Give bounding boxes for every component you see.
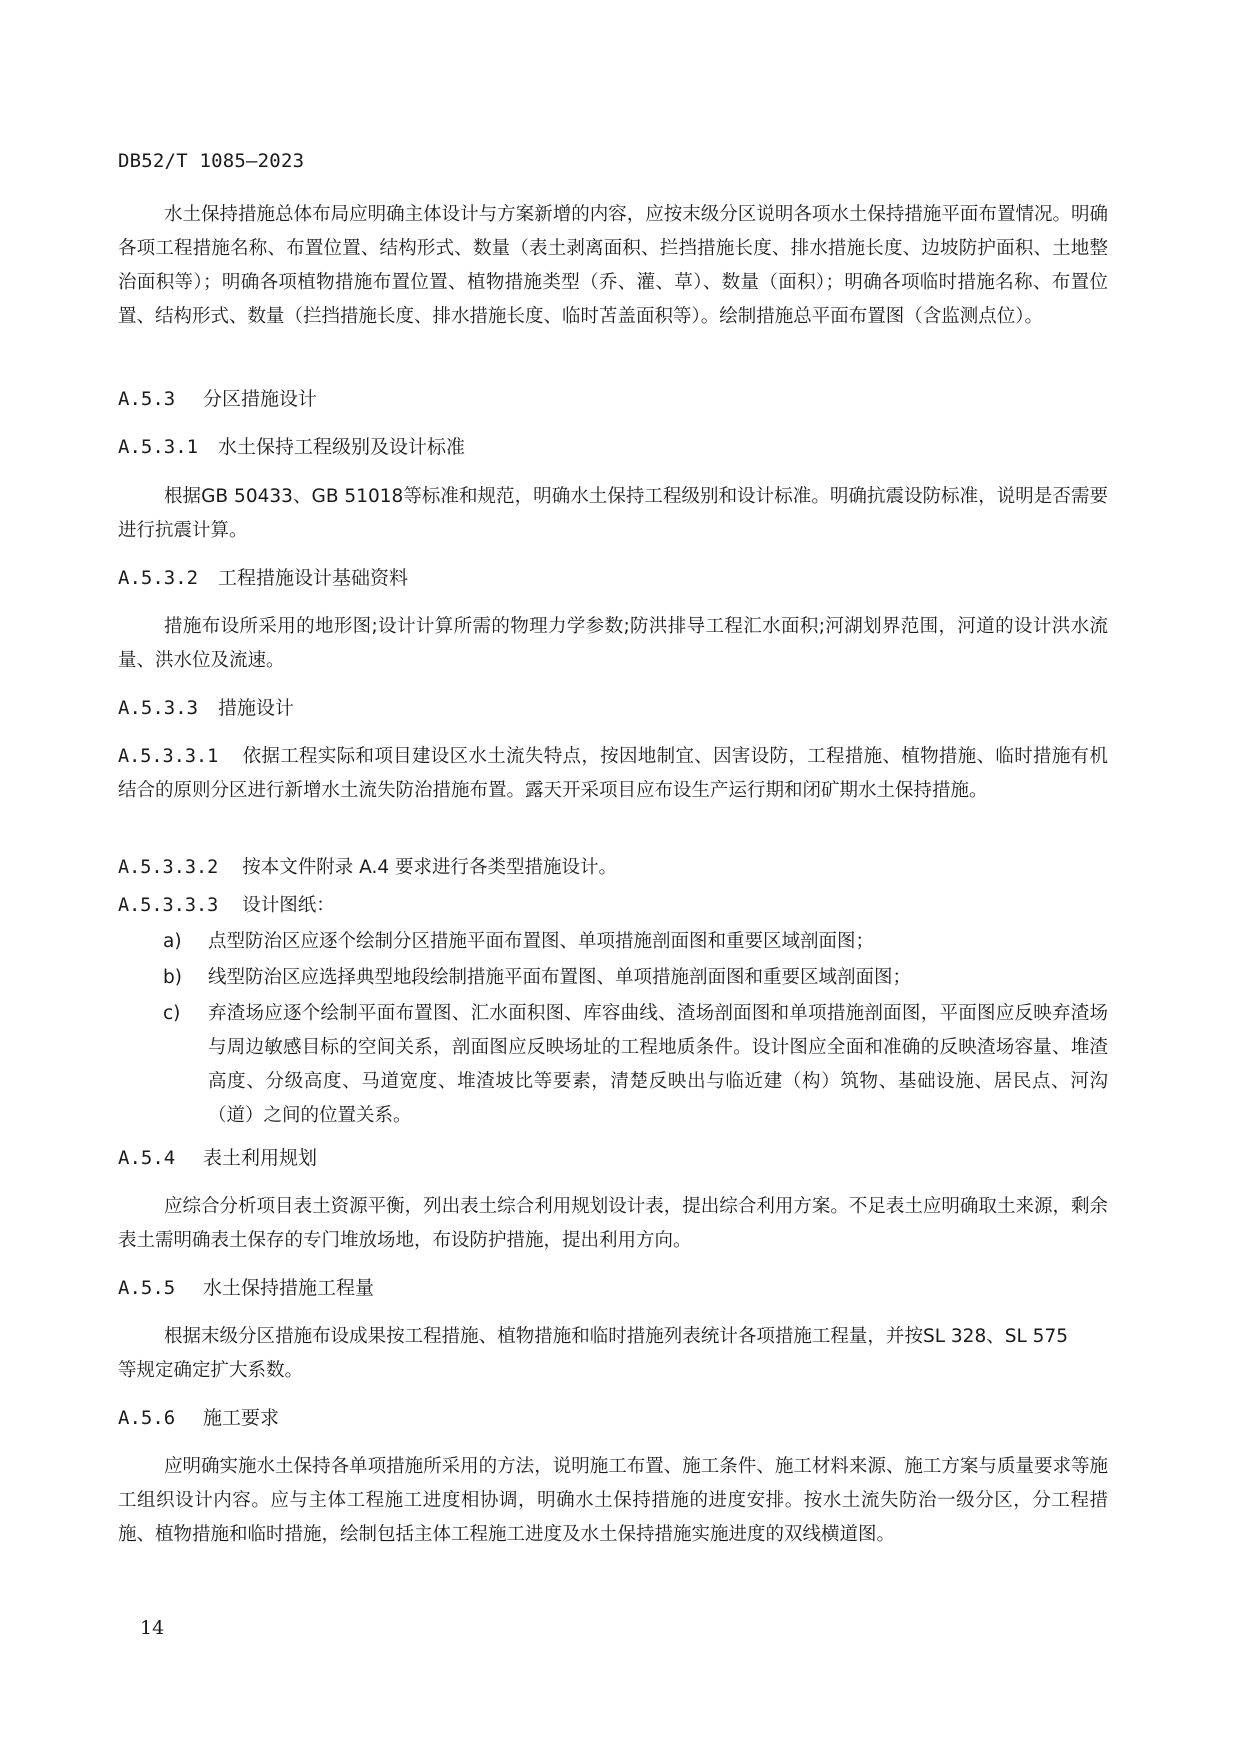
document-code-header: DB52/T 1085—2023 xyxy=(118,150,305,172)
heading-title: 工程措施设计基础资料 xyxy=(218,567,409,589)
heading-title: 水土保持工程级别及设计标准 xyxy=(218,436,466,458)
paragraph-a56: 应明确实施水土保持各单项措施所采用的方法，说明施工布置、施工条件、施工材料来源、施工方案与质量要求等施工组织设计内容。应与主体工程施工进度相协调，明确水土保持措施的进度安排。按水土流失防治一级分区，分工程措施、植物措施和临时措施，绘制包括主体工程施工进度及水土保持措施实施进度的双线横道图。 xyxy=(118,1456,1108,1545)
heading-number: A.5.4 xyxy=(118,1147,176,1169)
clause-number: A.5.3.3.1 xyxy=(118,746,219,767)
clause-text: 依据工程实际和项目建设区水土流失特点，按因地制宜、因害设防，工程措施、植物措施、临时措施有机结合的原则分区进行新增水土流失防治措施布置。露天开采项目应布设生产运行期和闭矿期水土保持措施。 xyxy=(118,746,1108,801)
clause-a5332 xyxy=(118,851,1108,885)
heading-title: 表土利用规划 xyxy=(203,1147,318,1169)
list-marker: a) xyxy=(163,931,182,952)
heading-number: A.5.6 xyxy=(118,1407,176,1429)
paragraph-a532: 措施布设所采用的地形图;设计计算所需的物理力学参数;防洪排导工程汇水面积;河湖划界范围，河道的设计洪水流量、洪水位及流速。 xyxy=(118,616,1108,671)
paragraph-a54: 应综合分析项目表土资源平衡，列出表土综合利用规划设计表，提出综合利用方案。不足表土应明确取土来源，剩余表土需明确表土保存的专门堆放场地，布设防护措施，提出利用方向。 xyxy=(118,1196,1108,1251)
heading-a55 xyxy=(118,1273,374,1303)
heading-number: A.5.5 xyxy=(118,1277,176,1299)
list-item-a xyxy=(163,925,1108,959)
list-marker: c) xyxy=(163,1003,181,1024)
paragraph-a531: 根据GB 50433、GB 51018等标准和规范，明确水土保持工程级别和设计标准。明确抗震设防标准，说明是否需要进行抗震计算。 xyxy=(118,486,1108,541)
clause-text: 设计图纸： xyxy=(242,895,335,916)
list-item-text: 点型防治区应逐个绘制分区措施平面布置图、单项措施剖面图和重要区域剖面图； xyxy=(208,931,875,952)
heading-number: A.5.3.2 xyxy=(118,567,199,589)
list-item-text: 弃渣场应逐个绘制平面布置图、汇水面积图、库容曲线、渣场剖面图和单项措施剖面图，平面图应反映弃渣场与周边敏感目标的空间关系，剖面图应反映场址的工程地质条件。设计图应全面和准确的反映渣场容量、堆渣高度、分级高度、马道宽度、堆渣坡比等要素，清楚反映出与临近建（构）筑物、基础设施、居民点、河沟（道）之间的位置关系。 xyxy=(208,1003,1108,1126)
heading-a56 xyxy=(118,1403,279,1433)
list-item-b xyxy=(163,961,1108,995)
heading-a531 xyxy=(118,432,465,462)
clause-a5331 xyxy=(118,740,1108,808)
clause-number: A.5.3.3.3 xyxy=(118,895,219,916)
heading-a53 xyxy=(118,384,317,414)
heading-title: 施工要求 xyxy=(203,1407,280,1429)
paragraph-a55: 根据末级分区措施布设成果按工程措施、植物措施和临时措施列表统计各项措施工程量，并按SL 328、SL 575等规定确定扩大系数。 xyxy=(118,1326,1068,1381)
heading-title: 分区措施设计 xyxy=(203,388,318,410)
heading-a533 xyxy=(118,693,294,723)
heading-a532 xyxy=(118,563,408,593)
heading-number: A.5.3.1 xyxy=(118,436,199,458)
page-number: 14 xyxy=(140,1617,165,1639)
heading-a54 xyxy=(118,1143,317,1173)
heading-number: A.5.3.3 xyxy=(118,697,199,719)
list-marker: b) xyxy=(163,967,182,988)
list-item-c xyxy=(163,997,1108,1133)
paragraph-layout: 水土保持措施总体布局应明确主体设计与方案新增的内容，应按末级分区说明各项水土保持措施平面布置情况。明确各项工程措施名称、布置位置、结构形式、数量（表土剥离面积、拦挡措施长度、排水措施长度、边坡防护面积、土地整治面积等）；明确各项植物措施布置位置、植物措施类型（乔、灌、草）、数量（面积）；明确各项临时措施名称、布置位置、结构形式、数量（拦挡措施长度、排水措施长度、临时苫盖面积等）。绘制措施总平面布置图（含监测点位）。 xyxy=(118,204,1108,327)
clause-text: 按本文件附录 A.4 要求进行各类型措施设计。 xyxy=(242,857,617,878)
clause-number: A.5.3.3.2 xyxy=(118,857,219,878)
heading-number: A.5.3 xyxy=(118,388,176,410)
clause-a5333 xyxy=(118,889,1108,923)
list-item-text: 线型防治区应选择典型地段绘制措施平面布置图、单项措施剖面图和重要区域剖面图； xyxy=(208,967,912,988)
heading-title: 措施设计 xyxy=(218,697,295,719)
heading-title: 水土保持措施工程量 xyxy=(203,1277,375,1299)
